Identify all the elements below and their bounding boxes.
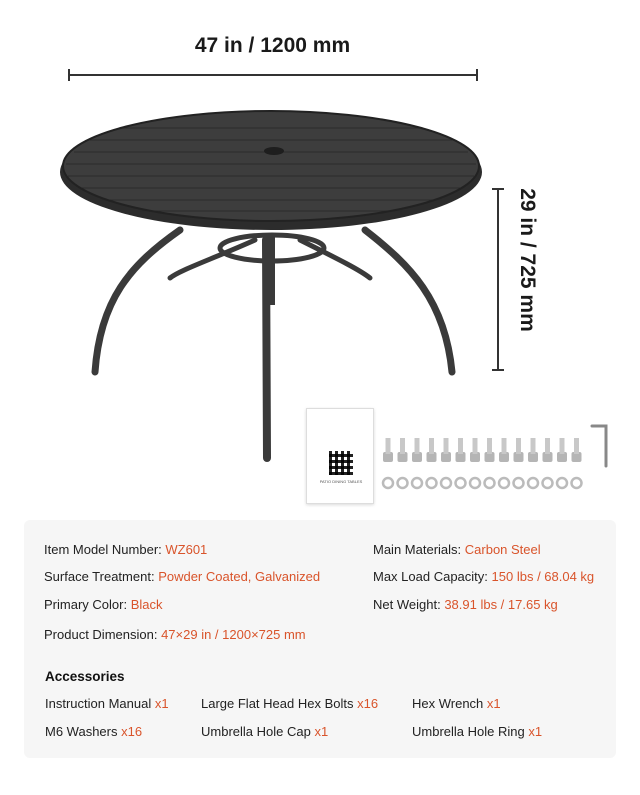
table-illustration [60, 90, 500, 470]
accessory-item: Hex Wrench x1 [412, 696, 501, 711]
bolt-shank [386, 438, 391, 454]
spec-item-model: Item Model Number: WZ601 [44, 542, 208, 557]
accessory-item: Instruction Manual x1 [45, 696, 169, 711]
washer-icon [514, 478, 524, 488]
washer-icon [427, 478, 437, 488]
spec-primary-color: Primary Color: Black [44, 597, 163, 612]
hardware-illustration [380, 422, 620, 494]
bolt-shank [574, 438, 579, 454]
washer-icon [572, 478, 582, 488]
bolt-shank [487, 438, 492, 454]
bolt-shank [531, 438, 536, 454]
bolt-shank [400, 438, 405, 454]
spec-net-weight: Net Weight: 38.91 lbs / 17.65 kg [373, 597, 558, 612]
accessory-item: Umbrella Hole Cap x1 [201, 724, 329, 739]
instruction-manual-image [306, 408, 374, 504]
height-dimension-label: 29 in / 725 mm [516, 188, 539, 332]
width-dimension-label: 47 in / 1200 mm [194, 34, 351, 57]
bolt-shank [560, 438, 565, 454]
qr-code-icon [329, 451, 353, 475]
washer-icon [557, 478, 567, 488]
washer-icon [383, 478, 393, 488]
washer-icon [470, 478, 480, 488]
bolt-shank [458, 438, 463, 454]
washer-icon [412, 478, 422, 488]
washer-icon [528, 478, 538, 488]
bolt-shank [516, 438, 521, 454]
spec-surface-treatment: Surface Treatment: Powder Coated, Galvanized [44, 569, 321, 584]
spec-product-dimension: Product Dimension: 47×29 in / 1200×725 mm [44, 627, 306, 642]
hex-wrench-icon [592, 426, 606, 466]
manual-card-text: PATIO DINING TABLES [319, 479, 363, 484]
accessories-title: Accessories [45, 669, 125, 684]
washer-icon [499, 478, 509, 488]
bolt-shank [473, 438, 478, 454]
washer-icon [456, 478, 466, 488]
accessory-item: Umbrella Hole Ring x1 [412, 724, 543, 739]
width-dimension-line [68, 74, 478, 76]
bolt-shank [444, 438, 449, 454]
spec-main-materials: Main Materials: Carbon Steel [373, 542, 541, 557]
accessory-item: Large Flat Head Hex Bolts x16 [201, 696, 379, 711]
bolt-shank [415, 438, 420, 454]
washer-icon [485, 478, 495, 488]
washer-icon [441, 478, 451, 488]
bolt-shank [545, 438, 550, 454]
bolts-group [383, 438, 582, 462]
washer-icon [398, 478, 408, 488]
washer-icon [543, 478, 553, 488]
accessory-item: M6 Washers x16 [45, 724, 143, 739]
umbrella-hole [264, 147, 284, 155]
bolt-shank [502, 438, 507, 454]
spec-max-load: Max Load Capacity: 150 lbs / 68.04 kg [373, 569, 595, 584]
bolt-shank [429, 438, 434, 454]
washers-group [383, 478, 582, 488]
